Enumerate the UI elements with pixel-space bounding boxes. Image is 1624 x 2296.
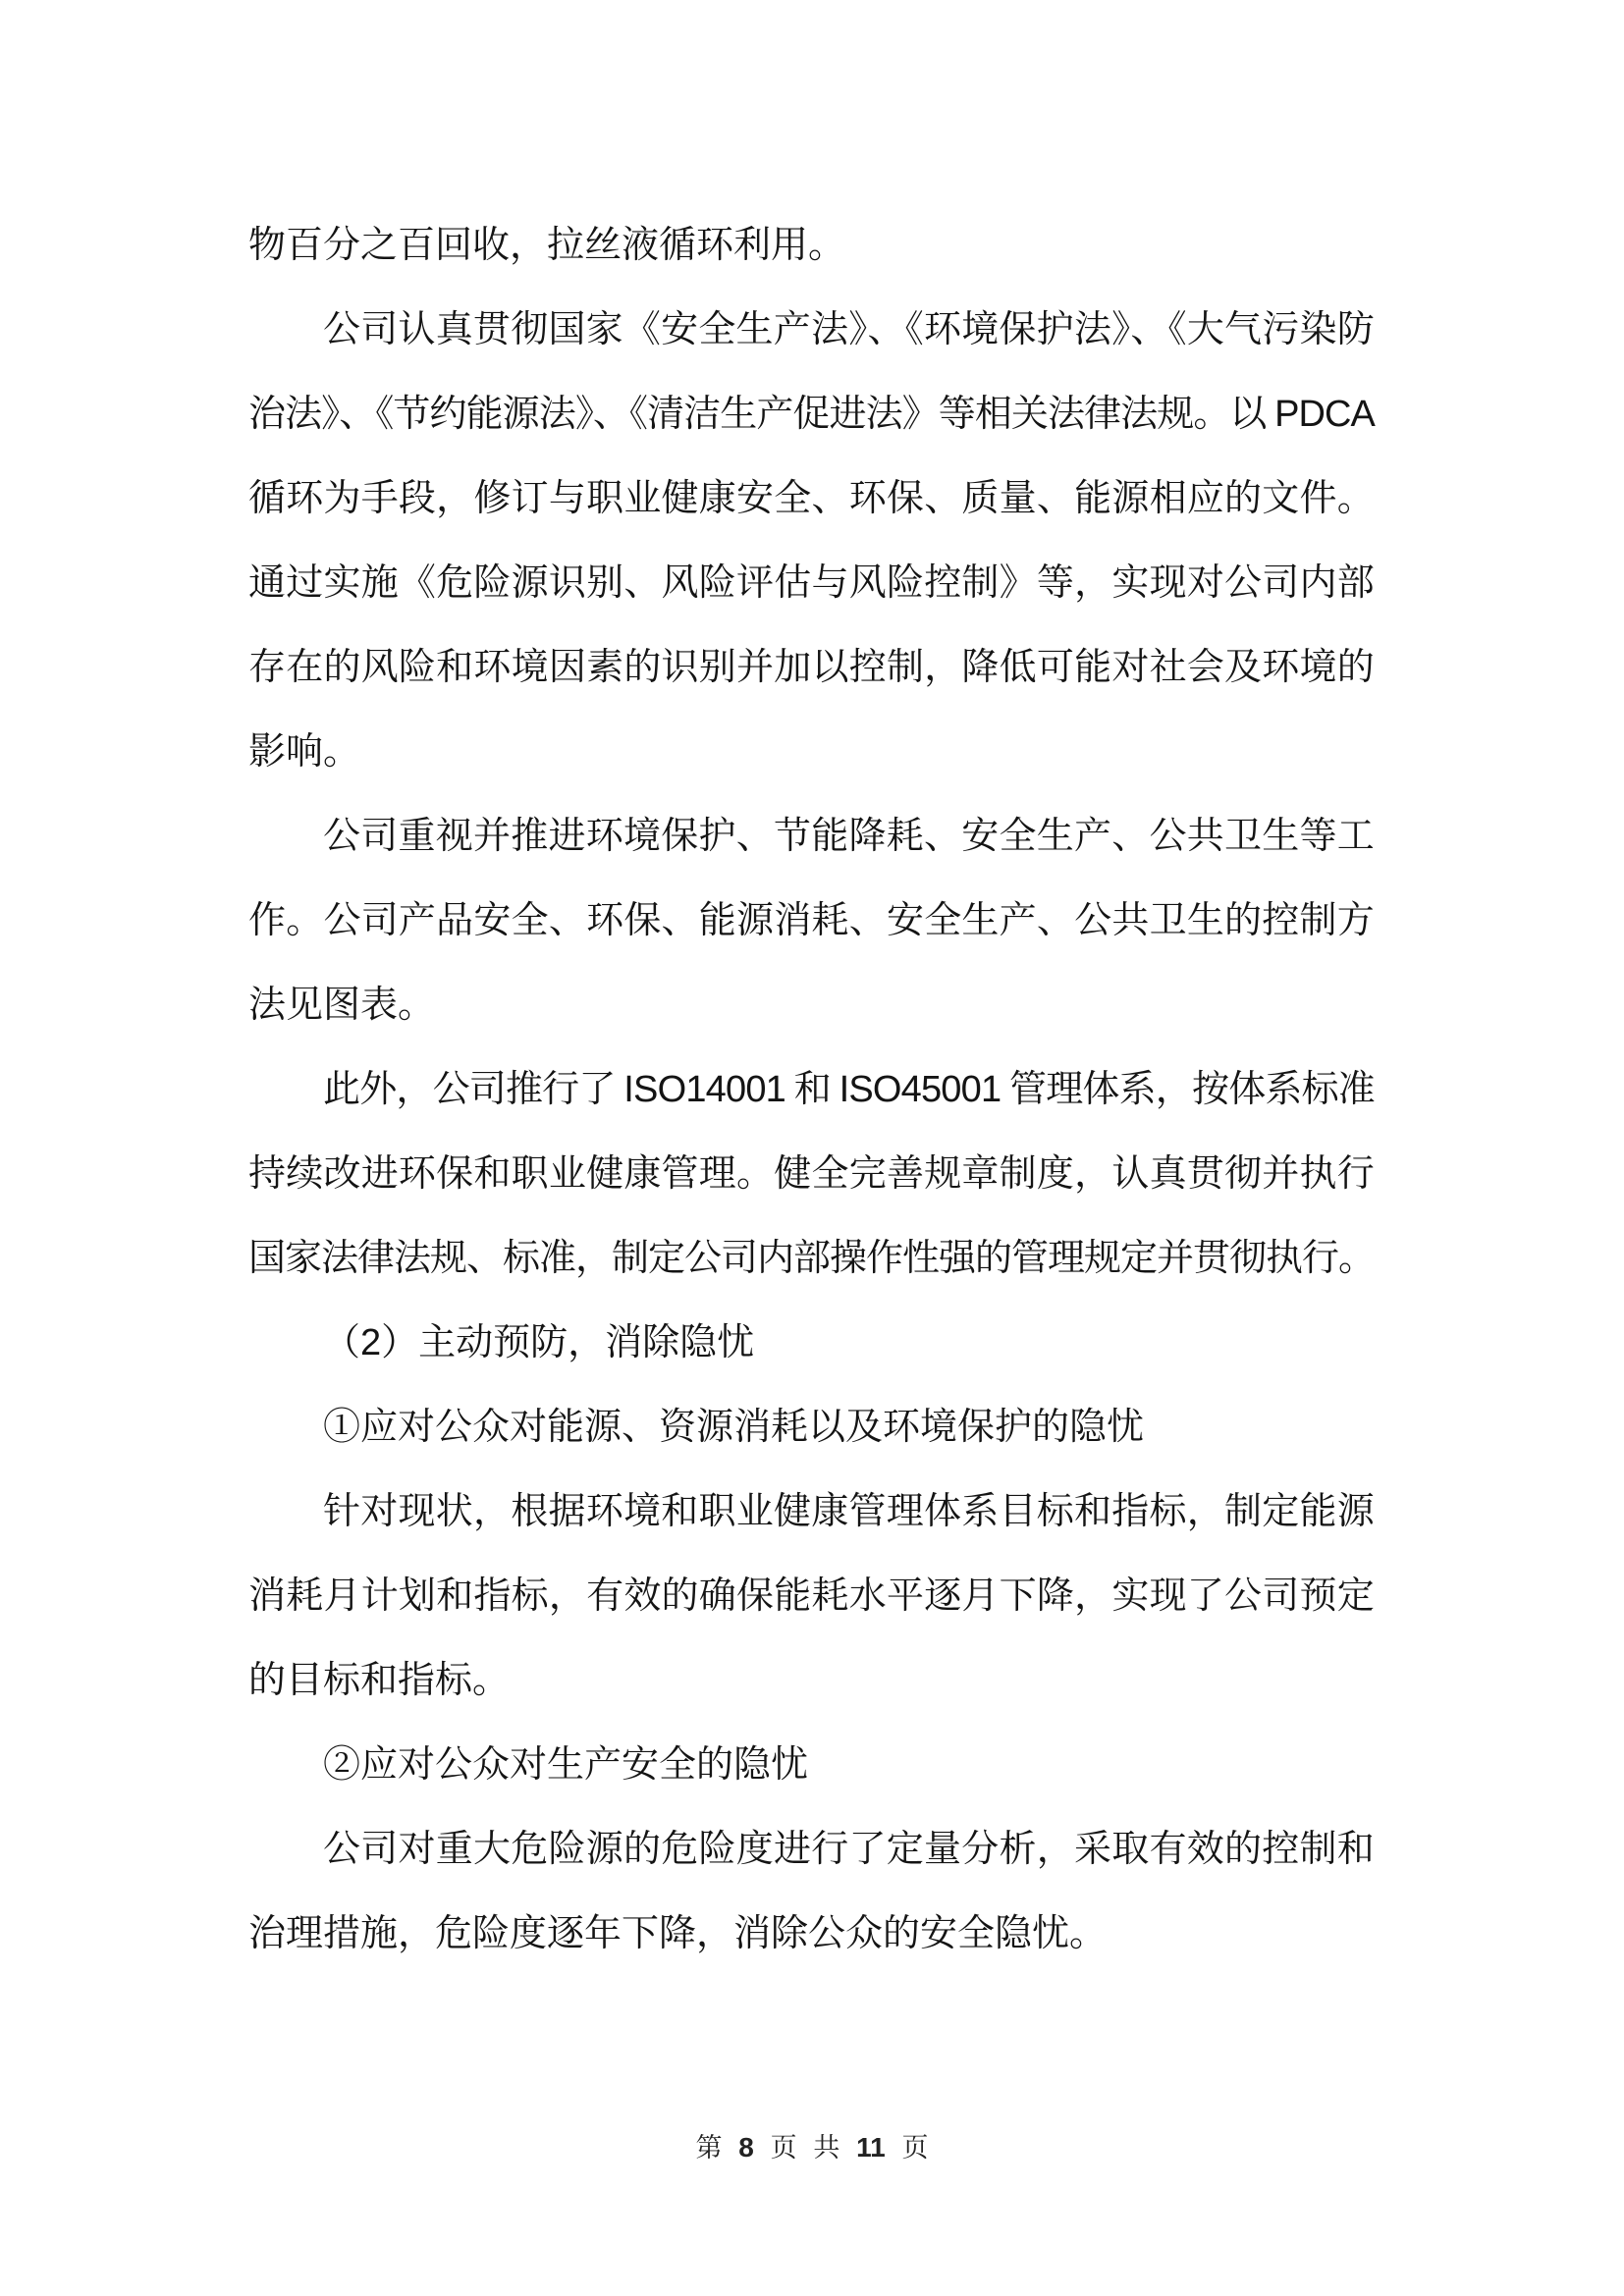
text-line-content: 国家法律法规、标准，制定公司内部操作性强的管理规定并贯彻执行。 [248,1238,1375,1279]
text-line-content: 持续改进环保和职业健康管理。健全完善规章制度，认真贯彻并执行 [248,1153,1375,1195]
text-line [248,1807,1375,1892]
text-line [248,1216,1375,1301]
latin-text-run: ISO45001 [839,1069,1001,1110]
page-footer [0,2120,1624,2175]
text-line-content: 循环为手段，修订与职业健康安全、环保、质量、能源相应的文件。 [248,478,1375,519]
text-line [248,1301,1375,1385]
text-line [248,372,1375,456]
text-line-content: 的目标和指标。 [248,1660,511,1701]
text-line [248,1132,1375,1216]
text-line-content: 公司重视并推进环境保护、节能降耗、安全生产、公共卫生等工 [323,816,1375,857]
latin-text-run: ISO14001 [623,1069,785,1110]
text-line [248,541,1375,625]
text-line-content: 物百分之百回收，拉丝液循环利用。 [248,225,846,266]
text-line [248,456,1375,541]
text-line [248,1469,1375,1554]
text-line-content: 此外，公司推行了 ISO14001 和 ISO45001 管理体系，按体系标准 [323,1069,1375,1110]
text-line-content: 治法》、《节约能源法》、《清洁生产促进法》等相关法律法规。以 PDCA [248,394,1375,435]
text-line-content: 针对现状，根据环境和职业健康管理体系目标和指标，制定能源 [323,1491,1375,1532]
text-line [248,879,1375,963]
text-line [248,203,1375,288]
text-line [248,288,1375,372]
text-line-content: 公司对重大危险源的危险度进行了定量分析，采取有效的控制和 [323,1829,1375,1870]
text-line [248,1554,1375,1638]
text-line [248,1638,1375,1723]
text-line-content: 消耗月计划和指标，有效的确保能耗水平逐月下降，实现了公司预定 [248,1575,1375,1617]
text-line [248,1892,1375,1976]
text-line [248,794,1375,879]
text-line [248,1047,1375,1132]
text-line-content: 存在的风险和环境因素的识别并加以控制，降低可能对社会及环境的 [248,647,1375,688]
page-footer-text: 第 8 页 共 11 页 [695,2132,929,2163]
text-line [248,963,1375,1047]
text-line-content: 治理措施，危险度逐年下降，消除公众的安全隐忧。 [248,1913,1108,1954]
text-line [248,710,1375,794]
text-line-content: ②应对公众对生产安全的隐忧 [323,1744,809,1786]
text-line-content: 法见图表。 [248,985,436,1026]
document-body [248,203,1375,1976]
text-line [248,625,1375,710]
text-line-content: 公司认真贯彻国家《安全生产法》、《环境保护法》、《大气污染防 [323,309,1375,350]
latin-text-run: 2 [360,1322,382,1363]
text-line-content: 作。公司产品安全、环保、能源消耗、安全生产、公共卫生的控制方 [248,900,1375,941]
text-line [248,1385,1375,1469]
text-line-content: 通过实施《危险源识别、风险评估与风险控制》等，实现对公司内部 [248,562,1375,604]
latin-text-run: PDCA [1274,394,1375,435]
text-line [248,1723,1375,1807]
text-line-content: （2）主动预防，消除隐忧 [323,1322,755,1363]
latin-text-run: 8 [738,2132,754,2163]
latin-text-run: 11 [856,2132,886,2163]
text-line-content: 影响。 [248,731,361,773]
text-line-content: ①应对公众对能源、资源消耗以及环境保护的隐忧 [323,1407,1145,1448]
